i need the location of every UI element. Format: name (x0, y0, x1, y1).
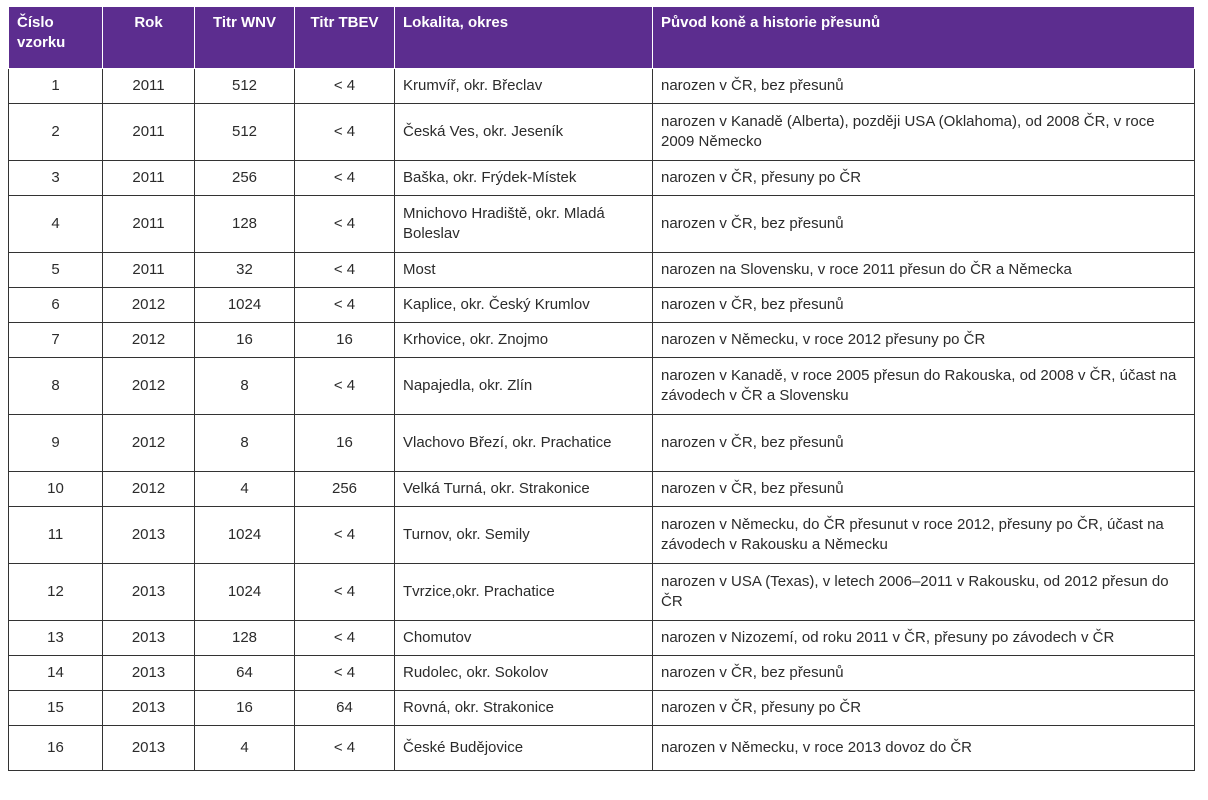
cell-origin: narozen v USA (Texas), v letech 2006–2011 v Rakousku, od 2012 přesun do ČR (653, 564, 1195, 621)
cell-location: Chomutov (395, 621, 653, 656)
cell-origin: narozen v ČR, bez přesunů (653, 196, 1195, 253)
cell-sample: 8 (9, 358, 103, 415)
cell-wnv: 512 (195, 69, 295, 104)
header-location: Lokalita, okres (395, 7, 653, 69)
cell-wnv: 128 (195, 196, 295, 253)
table-row (9, 196, 1195, 253)
header-sample: Číslo vzorku (9, 7, 103, 69)
cell-wnv: 4 (195, 726, 295, 771)
cell-origin: narozen v ČR, bez přesunů (653, 472, 1195, 507)
cell-tbev: 256 (295, 472, 395, 507)
cell-sample: 13 (9, 621, 103, 656)
header-origin: Původ koně a historie přesunů (653, 7, 1195, 69)
table-row (9, 472, 1195, 507)
header-year: Rok (103, 7, 195, 69)
cell-location: Rudolec, okr. Sokolov (395, 656, 653, 691)
table-row (9, 253, 1195, 288)
cell-origin: narozen v ČR, přesuny po ČR (653, 691, 1195, 726)
cell-tbev: < 4 (295, 564, 395, 621)
cell-wnv: 1024 (195, 507, 295, 564)
cell-wnv: 16 (195, 691, 295, 726)
cell-sample: 10 (9, 472, 103, 507)
table-row (9, 358, 1195, 415)
cell-tbev: 16 (295, 323, 395, 358)
table-row (9, 621, 1195, 656)
cell-year: 2013 (103, 507, 195, 564)
cell-tbev: < 4 (295, 69, 395, 104)
cell-location: Česká Ves, okr. Jeseník (395, 104, 653, 161)
cell-sample: 6 (9, 288, 103, 323)
table-row (9, 726, 1195, 771)
cell-wnv: 32 (195, 253, 295, 288)
cell-sample: 12 (9, 564, 103, 621)
cell-location: Rovná, okr. Strakonice (395, 691, 653, 726)
cell-location: Baška, okr. Frýdek-Místek (395, 161, 653, 196)
cell-tbev: < 4 (295, 656, 395, 691)
cell-tbev: < 4 (295, 507, 395, 564)
table-row (9, 507, 1195, 564)
cell-wnv: 256 (195, 161, 295, 196)
cell-year: 2013 (103, 656, 195, 691)
cell-origin: narozen v Německu, do ČR přesunut v roce 2012, přesuny po ČR, účast na závodech v Rakousku a Německu (653, 507, 1195, 564)
cell-origin: narozen v ČR, bez přesunů (653, 288, 1195, 323)
cell-location: Krumvíř, okr. Břeclav (395, 69, 653, 104)
cell-location: Most (395, 253, 653, 288)
cell-year: 2011 (103, 104, 195, 161)
cell-year: 2012 (103, 415, 195, 472)
cell-origin: narozen v Kanadě (Alberta), později USA (Oklahoma), od 2008 ČR, v roce 2009 Německo (653, 104, 1195, 161)
cell-origin: narozen v Kanadě, v roce 2005 přesun do Rakouska, od 2008 v ČR, účast na závodech v ČR a Slovensku (653, 358, 1195, 415)
cell-wnv: 16 (195, 323, 295, 358)
table-row (9, 104, 1195, 161)
cell-tbev: 64 (295, 691, 395, 726)
cell-sample: 15 (9, 691, 103, 726)
header-row (9, 7, 1195, 69)
cell-tbev: < 4 (295, 104, 395, 161)
cell-sample: 14 (9, 656, 103, 691)
data-table (8, 6, 1195, 771)
cell-tbev: 16 (295, 415, 395, 472)
cell-tbev: < 4 (295, 288, 395, 323)
cell-sample: 5 (9, 253, 103, 288)
cell-origin: narozen v Německu, v roce 2012 přesuny po ČR (653, 323, 1195, 358)
cell-location: Tvrzice,okr. Prachatice (395, 564, 653, 621)
cell-year: 2012 (103, 323, 195, 358)
cell-tbev: < 4 (295, 161, 395, 196)
cell-tbev: < 4 (295, 253, 395, 288)
cell-location: Velká Turná, okr. Strakonice (395, 472, 653, 507)
table-body (9, 69, 1195, 771)
table-row (9, 656, 1195, 691)
cell-year: 2013 (103, 691, 195, 726)
cell-tbev: < 4 (295, 358, 395, 415)
cell-location: Mnichovo Hradiště, okr. Mladá Boleslav (395, 196, 653, 253)
header-wnv: Titr WNV (195, 7, 295, 69)
table-row (9, 564, 1195, 621)
cell-year: 2011 (103, 196, 195, 253)
cell-wnv: 1024 (195, 288, 295, 323)
cell-tbev: < 4 (295, 621, 395, 656)
cell-location: České Budějovice (395, 726, 653, 771)
cell-location: Vlachovo Březí, okr. Prachatice (395, 415, 653, 472)
cell-location: Turnov, okr. Semily (395, 507, 653, 564)
table-row (9, 288, 1195, 323)
header-tbev: Titr TBEV (295, 7, 395, 69)
cell-year: 2011 (103, 253, 195, 288)
cell-sample: 4 (9, 196, 103, 253)
cell-year: 2012 (103, 472, 195, 507)
cell-location: Napajedla, okr. Zlín (395, 358, 653, 415)
table-row (9, 691, 1195, 726)
cell-sample: 16 (9, 726, 103, 771)
table-row (9, 161, 1195, 196)
cell-sample: 1 (9, 69, 103, 104)
cell-sample: 2 (9, 104, 103, 161)
cell-wnv: 8 (195, 358, 295, 415)
cell-origin: narozen v ČR, bez přesunů (653, 415, 1195, 472)
cell-wnv: 128 (195, 621, 295, 656)
cell-location: Krhovice, okr. Znojmo (395, 323, 653, 358)
table-row (9, 69, 1195, 104)
cell-origin: narozen v Německu, v roce 2013 dovoz do ČR (653, 726, 1195, 771)
cell-sample: 11 (9, 507, 103, 564)
cell-year: 2013 (103, 726, 195, 771)
cell-origin: narozen v ČR, bez přesunů (653, 656, 1195, 691)
cell-wnv: 1024 (195, 564, 295, 621)
cell-origin: narozen v Nizozemí, od roku 2011 v ČR, přesuny po závodech v ČR (653, 621, 1195, 656)
cell-wnv: 8 (195, 415, 295, 472)
cell-tbev: < 4 (295, 196, 395, 253)
cell-sample: 7 (9, 323, 103, 358)
cell-wnv: 64 (195, 656, 295, 691)
cell-sample: 3 (9, 161, 103, 196)
cell-wnv: 512 (195, 104, 295, 161)
table-row (9, 415, 1195, 472)
cell-location: Kaplice, okr. Český Krumlov (395, 288, 653, 323)
cell-year: 2012 (103, 358, 195, 415)
cell-origin: narozen na Slovensku, v roce 2011 přesun do ČR a Německa (653, 253, 1195, 288)
cell-wnv: 4 (195, 472, 295, 507)
cell-year: 2013 (103, 564, 195, 621)
cell-tbev: < 4 (295, 726, 395, 771)
cell-year: 2013 (103, 621, 195, 656)
cell-origin: narozen v ČR, přesuny po ČR (653, 161, 1195, 196)
cell-origin: narozen v ČR, bez přesunů (653, 69, 1195, 104)
cell-year: 2012 (103, 288, 195, 323)
cell-sample: 9 (9, 415, 103, 472)
cell-year: 2011 (103, 161, 195, 196)
cell-year: 2011 (103, 69, 195, 104)
table-row (9, 323, 1195, 358)
